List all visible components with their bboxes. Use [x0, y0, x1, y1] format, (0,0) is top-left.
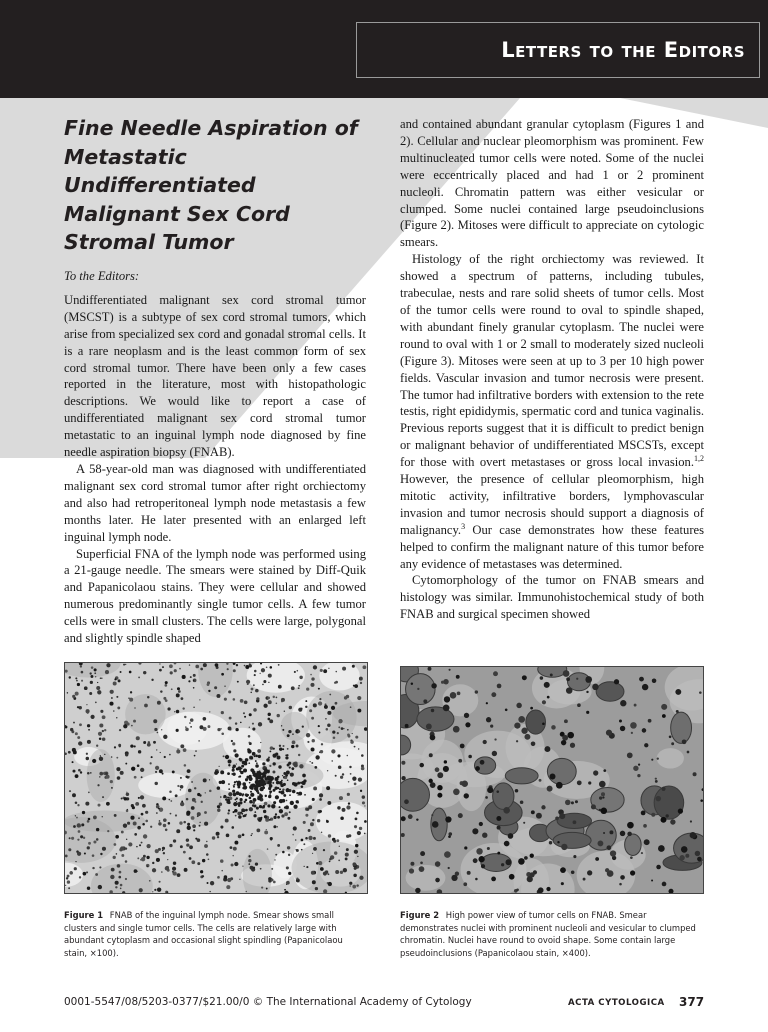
paragraph: Superficial FNA of the lymph node was performed using a 21-gauge needle. The smears were stained by Diff-Quik and Papanicolaou stains. They were cellular and showed numerous predominantly single tumor cells. A few tumor cells were in small clusters. The cells were large, polygonal and slightly spindle shaped	[64, 546, 366, 646]
text-span: However, the presence of cellular pleomorphism, high mitotic activity, infiltrative borders, lymphovascular invasion and tumor necrosis should support a diagnosis of malignancy.	[400, 472, 704, 537]
figure-label: Figure 2	[400, 910, 440, 920]
text-span: Our case demonstrates how these features helped to confirm the malignant nature of this tumor before any evidence of metastases was determined.	[400, 522, 704, 571]
paragraph	[400, 251, 704, 572]
section-title: Letters to the Editors	[356, 22, 760, 78]
salutation: To the Editors:	[64, 269, 140, 283]
text-span: Histology of the right orchiectomy was reviewed. It showed a spectrum of patterns, including tubules, trabeculae, nests and rare solid sheets of tumor cells. Most of the tumor cells were round to oval to spindle shaped, with abundant finely granular cytoplasm. The nuclei were round to oval with 1 or 2 small to moderately sized nucleoli (Figure 3). Mitoses were seen at up to 3 per 10 high power fields. Vascular invasion and tumor necrosis were present. The tumor had infiltrative borders with extension to the rete testis, right epididymis, spermatic cord and tunica vaginalis. Previous reports suggest that it is difficult to predict benign or malignant behavior of undifferentiated MSCSTs, except for those with overt metastases or gross local invasion.	[400, 252, 704, 470]
paragraph: A 58-year-old man was diagnosed with undifferentiated malignant sex cord stromal tumor after right orchiectomy and also had retroperitoneal lymph node metastasis a few months later. He later presented with an enlarged left inguinal lymph node.	[64, 461, 366, 544]
micrograph-low-power-image	[65, 663, 367, 893]
right-column	[400, 116, 704, 623]
paragraph: Cytomorphology of the tumor on FNAB smears and histology was similar. Immunohistochemical study of both FNAB and surgical specimen showed	[400, 573, 704, 622]
figure-2-caption	[400, 909, 704, 959]
article-title: Fine Needle Aspiration of Metastatic Undifferentiated Malignant Sex Cord Stromal Tumor	[64, 116, 358, 254]
figure-1-caption	[64, 909, 364, 959]
figure-label: Figure 1	[64, 910, 104, 920]
paragraph: Undifferentiated malignant sex cord stromal tumor (MSCST) is a subtype of sex cord stromal tumors, which arise from specialized sex cord and gonadal stromal cells. It is a rare neoplasm and is the least common form of sex cord stromal tumor. There have been only a few cases reported in the literature, most with histopathologic descriptions. We would like to report a case of undifferentiated malignant sex cord stromal tumor metastatic to an inguinal lymph node diagnosed by fine needle aspiration biopsy (FNAB).	[64, 292, 366, 460]
figure-2-micrograph	[400, 666, 704, 894]
page-number: 377	[679, 995, 705, 1009]
micrograph-high-power-image	[401, 667, 703, 893]
footer-citation: 0001-5547/08/5203-0377/$21.00/0 © The International Academy of Cytology	[64, 996, 472, 1008]
paragraph: and contained abundant granular cytoplasm (Figures 1 and 2). Cellular and nuclear pleomorphism was prominent. Few multinucleated tumor cells were noted. Some of the nuclei were eccentrically placed and had 1 or 2 prominent nucleoli. Chromatin pattern was either vesicular or clumped. Some nuclei contained large pseudoinclusions (Figure 2). Mitoses were difficult to appreciate on cytologic smears.	[400, 117, 704, 250]
footer-journal-name: ACTA CYTOLOGICA	[568, 998, 665, 1008]
caption-text: High power view of tumor cells on FNAB. Smear demonstrates nuclei with prominent nucleoli and vesicular to clumped chromatin. Nuclei have round to ovoid shape. Some contain large pseudoinclusions (Papanicolaou stain, ×400).	[400, 910, 696, 958]
caption-text: FNAB of the inguinal lymph node. Smear shows small clusters and single tumor cells. The cells are relatively large with abundant cytoplasm and occasional slight spindling (Papanicolaou stain, ×100).	[64, 910, 343, 958]
figure-1-micrograph	[64, 662, 368, 894]
reference-superscript: 3	[461, 521, 466, 531]
reference-superscript: 1,2	[694, 453, 704, 463]
left-column	[64, 268, 366, 647]
